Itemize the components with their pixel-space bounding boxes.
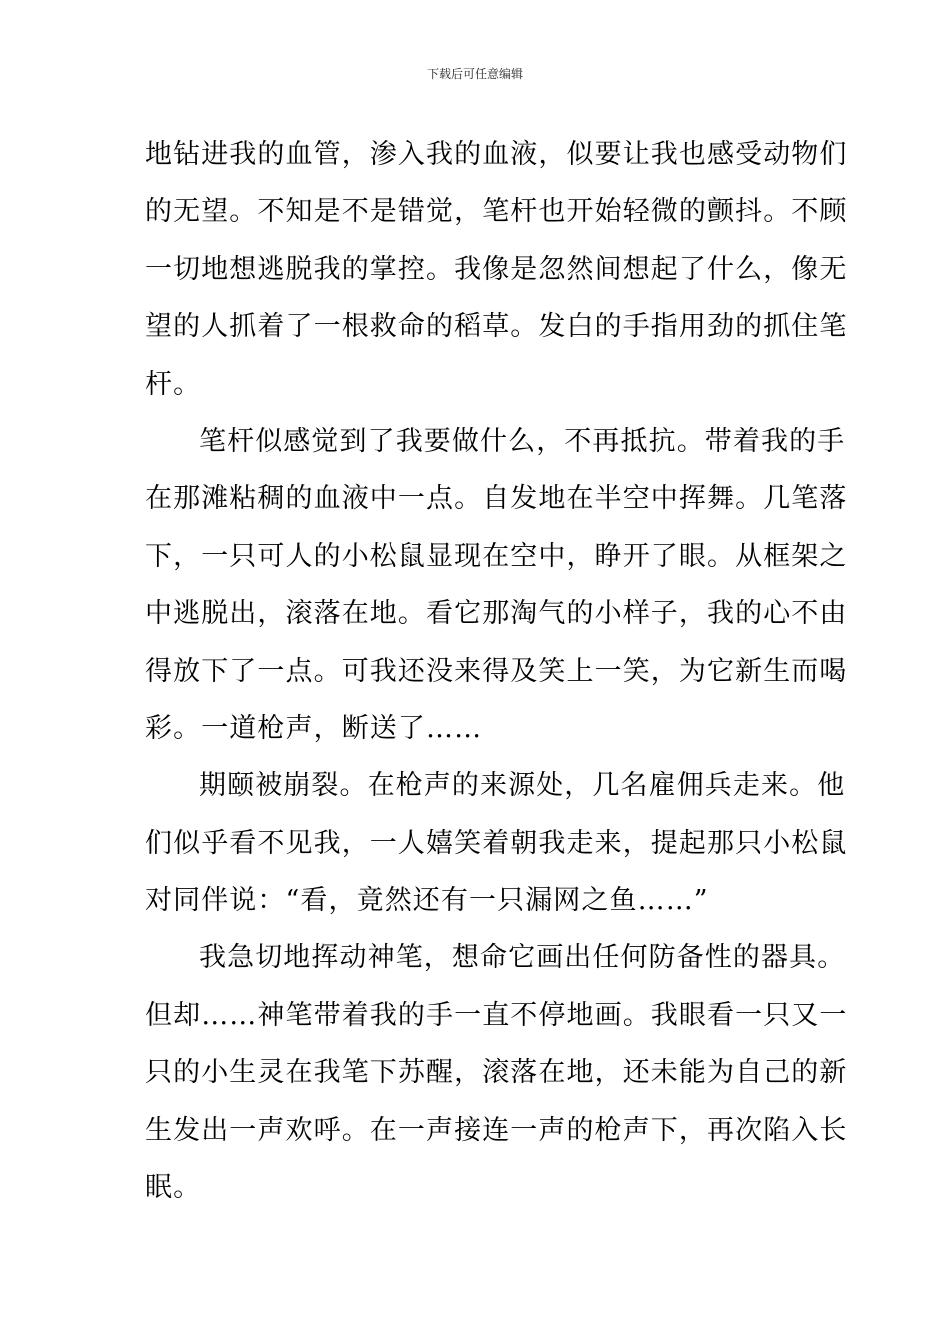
text-line: 生发出一声欢呼。在一声接连一声的枪声下，再次陷入长: [145, 1114, 848, 1146]
text-line: 中逃脱出，滚落在地。看它那淘气的小样子，我的心不由: [145, 598, 848, 630]
text-line: 杆。: [145, 368, 202, 400]
text-line: 望的人抓着了一根救命的稻草。发白的手指用劲的抓住笔: [145, 311, 848, 343]
text-line: 得放下了一点。可我还没来得及笑上一笑，为它新生而喝: [145, 655, 848, 687]
text-line: 对同伴说：“看，竟然还有一只漏网之鱼……”: [145, 885, 709, 917]
text-line: 但却……神笔带着我的手一直不停地画。我眼看一只又一: [145, 999, 848, 1031]
text-line: 在那滩粘稠的血液中一点。自发地在半空中挥舞。几笔落: [145, 483, 848, 515]
text-line: 期颐被崩裂。在枪声的来源处，几名雇佣兵走来。他: [199, 770, 846, 802]
text-line: 笔杆似感觉到了我要做什么，不再抵抗。带着我的手: [199, 425, 846, 457]
text-line: 下，一只可人的小松鼠显现在空中，睁开了眼。从框架之: [145, 540, 848, 572]
text-line: 的无望。不知是不是错觉，笔杆也开始轻微的颤抖。不顾: [145, 196, 848, 228]
text-line: 彩。一道枪声，断送了……: [145, 712, 483, 744]
text-line: 一切地想逃脱我的掌控。我像是忽然间想起了什么，像无: [145, 253, 848, 285]
text-line: 地钻进我的血管，渗入我的血液，似要让我也感受动物们: [145, 139, 848, 170]
text-line: 只的小生灵在我笔下苏醒，滚落在地，还未能为自己的新: [145, 1057, 848, 1089]
body-text: [145, 126, 848, 1216]
page-header: 下载后可任意编辑: [426, 67, 523, 81]
text-line: 们似乎看不见我，一人嬉笑着朝我走来，提起那只小松鼠: [145, 827, 848, 859]
text-line: 我急切地挥动神笔，想命它画出任何防备性的器具。: [199, 942, 846, 974]
text-line: 眠。: [145, 1172, 202, 1204]
